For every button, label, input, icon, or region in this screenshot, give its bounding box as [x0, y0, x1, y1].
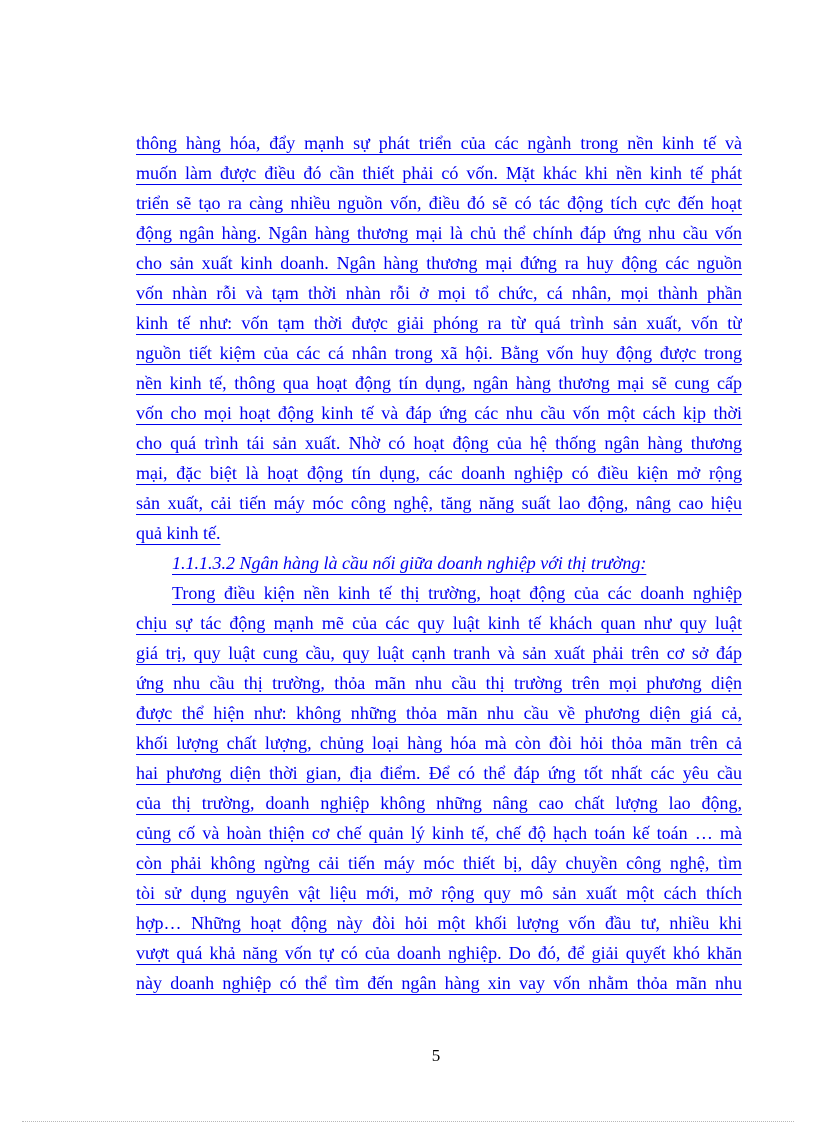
- text-line[interactable]: chịu sự tác động mạnh mẽ của các quy luật kinh tế khách quan như quy luật: [136, 613, 742, 633]
- text-line[interactable]: nguồn tiết kiệm của các cá nhân trong xã hội. Bằng vốn huy động được trong: [136, 343, 742, 363]
- text-line[interactable]: muốn làm được điều đó cần thiết phải có vốn. Mặt khác khi nền kinh tế phát: [136, 163, 742, 183]
- body-text: [136, 128, 742, 998]
- text-line[interactable]: hai phương diện thời gian, địa điểm. Để có thể đáp ứng tốt nhất các yêu cầu: [136, 763, 742, 783]
- text-line[interactable]: sản xuất, cải tiến máy móc công nghệ, tăng năng suất lao động, nâng cao hiệu: [136, 493, 742, 513]
- paragraph-bank-market-bridge: [136, 578, 742, 998]
- text-line[interactable]: triển sẽ tạo ra càng nhiều nguồn vốn, điều đó sẽ có tác động tích cực đến hoạt: [136, 193, 742, 213]
- text-line[interactable]: vốn cho mọi hoạt động kinh tế và đáp ứng các nhu cầu vốn một cách kịp thời: [136, 403, 742, 423]
- text-line[interactable]: cho quá trình tái sản xuất. Nhờ có hoạt động của hệ thống ngân hàng thương: [136, 433, 742, 453]
- text-line[interactable]: vốn nhàn rỗi và tạm thời nhàn rỗi ở mọi tổ chức, cá nhân, mọi thành phần: [136, 283, 742, 303]
- text-line[interactable]: cho sản xuất kinh doanh. Ngân hàng thương mại đứng ra huy động các nguồn: [136, 253, 742, 273]
- page-boundary-divider: [22, 1121, 794, 1122]
- paragraph-bank-role-capital: [136, 128, 742, 548]
- text-line[interactable]: này doanh nghiệp có thể tìm đến ngân hàng xin vay vốn nhằm thỏa mãn nhu: [136, 973, 742, 993]
- text-line[interactable]: động ngân hàng. Ngân hàng thương mại là chủ thể chính đáp ứng nhu cầu vốn: [136, 223, 742, 243]
- text-line[interactable]: quả kinh tế.: [136, 523, 221, 543]
- text-line[interactable]: hợp… Những hoạt động này đòi hỏi một khối lượng vốn đầu tư, nhiều khi: [136, 913, 742, 933]
- text-line[interactable]: giá trị, quy luật cung cầu, quy luật cạnh tranh và sản xuất phải trên cơ sở đáp: [136, 643, 742, 663]
- text-line[interactable]: nền kinh tế, thông qua hoạt động tín dụng, ngân hàng thương mại sẽ cung cấp: [136, 373, 742, 393]
- text-line[interactable]: của thị trường, doanh nghiệp không những nâng cao chất lượng lao động,: [136, 793, 742, 813]
- text-line[interactable]: còn phải không ngừng cải tiến máy móc thiết bị, dây chuyền công nghệ, tìm: [136, 853, 742, 873]
- page-number: 5: [431, 1046, 441, 1065]
- text-line[interactable]: Trong điều kiện nền kinh tế thị trường, hoạt động của các doanh nghiệp: [172, 583, 742, 603]
- text-line[interactable]: kinh tế như: vốn tạm thời được giải phóng ra từ quá trình sản xuất, vốn từ: [136, 313, 742, 333]
- text-line[interactable]: ứng nhu cầu thị trường, thỏa mãn nhu cầu thị trường trên mọi phương diện: [136, 673, 742, 693]
- text-line[interactable]: củng cố và hoàn thiện cơ chế quản lý kinh tế, chế độ hạch toán kế toán … mà: [136, 823, 742, 843]
- text-line[interactable]: được thể hiện như: không những thỏa mãn nhu cầu về phương diện giá cả,: [136, 703, 742, 723]
- section-heading[interactable]: 1.1.1.3.2 Ngân hàng là cầu nối giữa doanh nghiệp với thị trường:: [172, 553, 647, 573]
- text-line[interactable]: thông hàng hóa, đẩy mạnh sự phát triển của các ngành trong nền kinh tế và: [136, 133, 742, 153]
- text-line[interactable]: vượt quá khả năng vốn tự có của doanh nghiệp. Do đó, để giải quyết khó khăn: [136, 943, 742, 963]
- text-line[interactable]: mại, đặc biệt là hoạt động tín dụng, các doanh nghiệp có điều kiện mở rộng: [136, 463, 742, 483]
- text-line[interactable]: khối lượng chất lượng, chủng loại hàng hóa mà còn đòi hỏi thỏa mãn trên cả: [136, 733, 742, 753]
- text-line[interactable]: tòi sử dụng nguyên vật liệu mới, mở rộng quy mô sản xuất một cách thích: [136, 883, 742, 903]
